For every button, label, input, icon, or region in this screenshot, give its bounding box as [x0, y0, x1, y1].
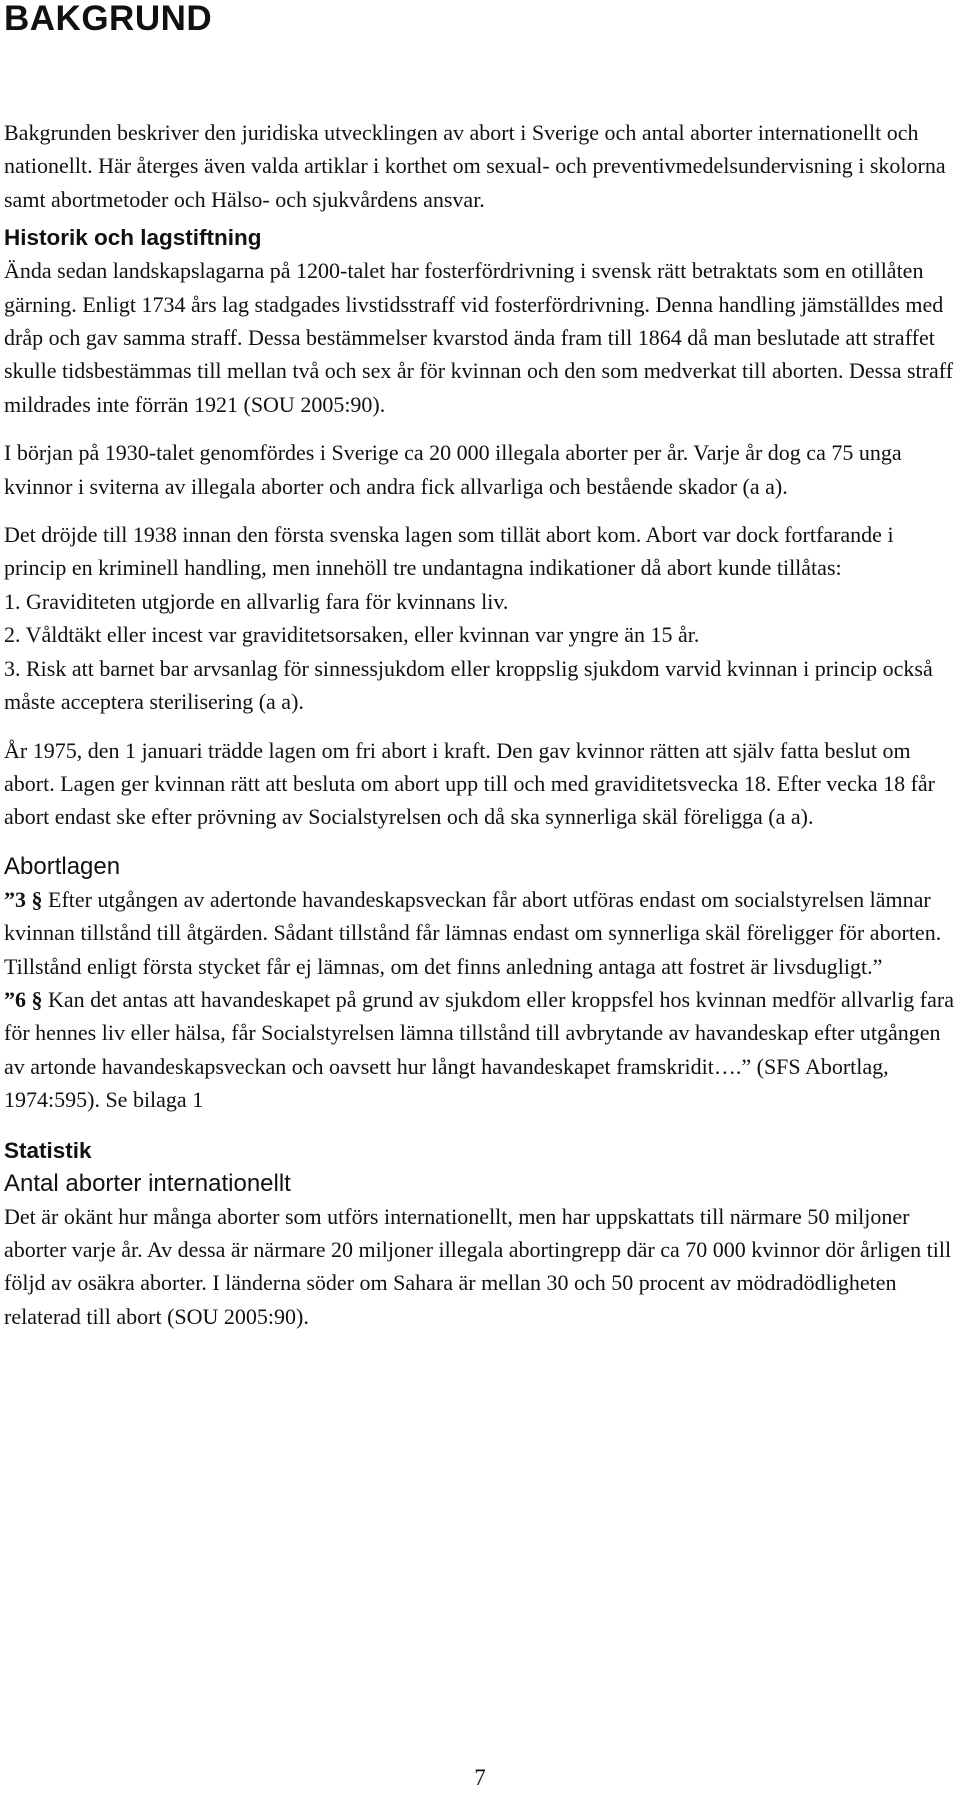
law-quote-6	[4, 983, 956, 1117]
heading-abortlagen: Abortlagen	[4, 852, 121, 880]
historik-paragraph-1: Ända sedan landskapslagarna på 1200-talet har fosterfördrivning i svensk rätt betraktats som en otillåten gärning. Enligt 1734 års lag stadgades livstidsstraff vid fosterfördrivning. Denna handling jämställdes med dråp och gav samma straff. Dessa bestämmelser kvarstod ända fram till 1864 då man beslutade att straffet skulle tidsbestämmas till mellan två och sex år för kvinnan och den som medverkat till aborten. Dessa straff mildrades inte förrän 1921 (SOU 2005:90).	[4, 258, 954, 417]
indication-list-item: 2. Våldtäkt eller incest var graviditetsorsaken, eller kvinnan var yngre än 15 år.	[4, 622, 700, 648]
law-quote-3	[4, 883, 956, 983]
quote-open-mark: ”	[4, 986, 15, 1012]
statistik-paragraph-1: Det är okänt hur många aborter som utförs internationellt, men har uppskattats till närmare 50 miljoner aborter varje år. Av dessa är närmare 20 miljoner illegala abortingrepp där ca 70 000 kvinnor dör årligen till följd av osäkra aborter. I länderna söder om Sahara är mellan 30 och 50 procent av mödradödligheten relaterad till abort (SOU 2005:90).	[4, 1203, 952, 1329]
section-number: 3 §	[15, 886, 43, 912]
intro-paragraph: Bakgrunden beskriver den juridiska utvecklingen av abort i Sverige och antal aborter internationellt och nationellt. Här återges även valda artiklar i korthet om sexual- och preventivmedelsundervisning i skolorna samt abortmetoder och Hälso- och sjukvårdens ansvar.	[4, 120, 946, 212]
subheading-internationellt: Antal aborter internationellt	[4, 1169, 291, 1197]
historik-paragraph-4: År 1975, den 1 januari trädde lagen om fri abort i kraft. Den gav kvinnor rätten att själv fatta beslut om abort. Lagen ger kvinnan rätt att besluta om abort upp till och med graviditetsvecka 18. Efter vecka 18 får abort endast ske efter prövning av Socialstyrelsen och då ska synnerliga skäl föreligga (a a).	[4, 737, 936, 830]
indication-list-item: 1. Graviditeten utgjorde en allvarlig fara för kvinnans liv.	[4, 588, 509, 614]
page-number: 7	[474, 1765, 486, 1790]
law-quote-text: Efter utgången av adertonde havandeskapsveckan får abort utföras endast om socialstyrelsen lämnar kvinnan tillstånd till åtgärden. Sådant tillstånd får lämnas endast om synnerliga skäl föreligger för aborten. Tillstånd enligt första stycket får ej lämnas, om det finns anledning antaga att fostret är livsdugligt.”	[4, 886, 942, 979]
quote-open-mark: ”	[4, 886, 15, 912]
historik-paragraph-2: I början på 1930-talet genomfördes i Sverige ca 20 000 illegala aborter per år. Varje år dog ca 75 unga kvinnor i sviterna av illegala aborter och andra fick allvarliga och bestående skador (a a).	[4, 440, 902, 499]
historik-paragraph-3: Det dröjde till 1938 innan den första svenska lagen som tillät abort kom. Abort var dock fortfarande i princip en kriminell handling, men innehöll tre undantagna indikationer då abort kunde tillåtas:	[4, 522, 894, 581]
indication-list-item: 3. Risk att barnet bar arvsanlag för sinnessjukdom eller kroppslig sjukdom varvid kvinnan i princip också måste acceptera sterilisering (a a).	[4, 655, 933, 715]
heading-historik: Historik och lagstiftning	[4, 225, 262, 251]
document-body	[4, 0, 956, 1333]
section-number: 6 §	[15, 986, 43, 1012]
heading-statistik: Statistik	[4, 1137, 92, 1163]
page-title: BAKGRUND	[4, 0, 213, 38]
law-quote-text: Kan det antas att havandeskapet på grund av sjukdom eller kroppsfel hos kvinnan medför allvarlig fara för hennes liv eller hälsa, får Socialstyrelsen lämna tillstånd till avbrytande av havandeskap efter utgången av artonde havandeskapsveckan och oavsett hur långt havandeskapet framskridit….” (SFS Abortlag, 1974:595). Se bilaga 1	[4, 986, 954, 1113]
